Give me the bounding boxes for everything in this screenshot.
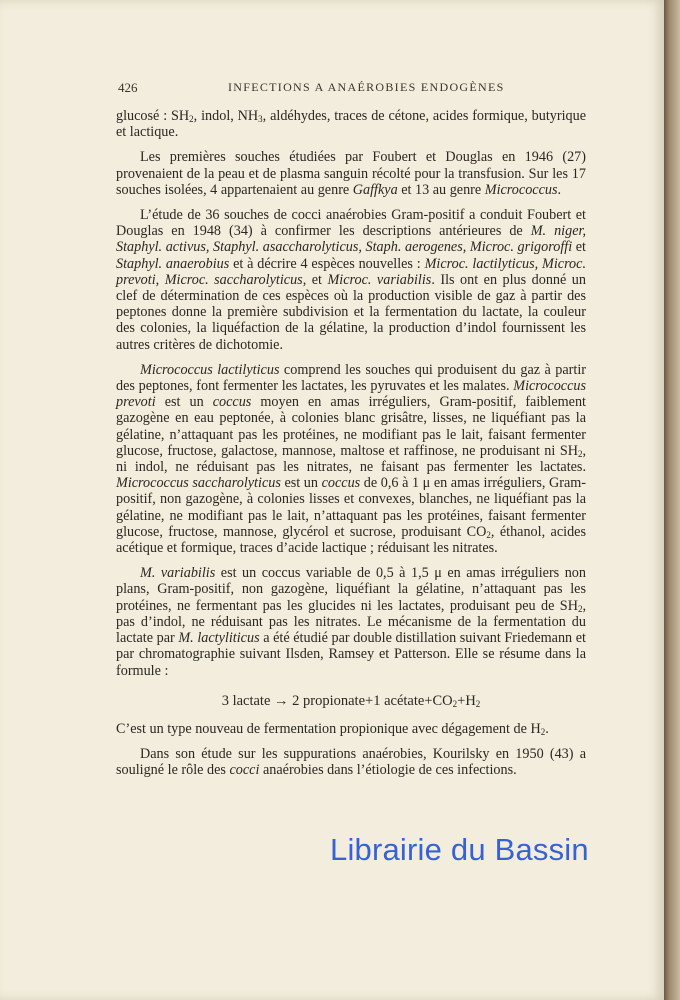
paragraph-6: C’est un type nouveau de fermentation propionique avec dégagement de $H_2$. <box>116 720 549 737</box>
paragraph-1: glucosé : $SH_2$, indol, $NH_3$, aldéhydes, traces de cétone, acides formique, butyrique et lactique. <box>116 108 587 141</box>
page-number: 426 <box>118 80 138 95</box>
body-text <box>116 108 586 788</box>
paragraph-7: Dans son étude sur les suppurations anaérobies, Kourilsky en 1950 (43) a souligné le rôle des cocci anaérobies dans l’étiologie de ces infections. <box>116 746 586 779</box>
running-head: INFECTIONS A ANAÉROBIES ENDOGÈNES <box>228 80 505 94</box>
paragraph-3: L’étude de 36 souches de cocci anaérobies Gram-positif a conduit Foubert et Douglas en 1948 (34) à confirmer les descriptions antérieures de M. niger, Staphyl. activus, Staphyl. asaccharolyticus, Staph. aerogenes, Microc. grigoroffi et Staphyl. anaerobius et à décrire 4 espèces nouvelles : Microc. lactilyticus, Microc. prevoti, Microc. saccharolyticus, et Microc. variabilis. Ils ont en plus donné un clef de détermination de ces espèces où la production visible de gaz à partir des peptones donne la première subdivision et la fermentation du lactate, la couleur des colonies, la liquéfaction de la gélatine, la production d’indol fournissent les autres critères de dichotomie. <box>116 207 586 353</box>
fermentation-formula: 3 lactate → 2 propionate+1 $acétate+CO_2+H_2$ <box>221 692 481 709</box>
watermark: Librairie du Bassin <box>330 832 589 867</box>
paragraph-2: Les premières souches étudiées par Foubert et Douglas en 1946 (27) provenaient de la peau et de plasma sanguin récolté pour la transfusion. Sur les 17 souches isolées, 4 appartenaient au genre Gaffkya et 13 au genre Micrococcus. <box>116 149 586 198</box>
paragraph-5: M. variabilis est un coccus variable de 0,5 à 1,5 μ en amas irréguliers non plans, Gram-positif, non gazogène, liquéfiant la gélatine, n’attaquant pas les protéines, ne fermentant pas les glucides ni les lactates, produisant peu de $SH_2$, pas d’indol, ne réduisant pas les nitrates. Le mécanisme de la fermentation du lactate par M. lactyliticus a été étudié par double distillation suivant Friedemann et par chromatographie suivant Ilsden, Ramsey et Patterson. Elle se résume dans la formule : <box>116 565 586 679</box>
page-header <box>118 80 588 100</box>
page-edge <box>664 0 680 1000</box>
paragraph-4: Micrococcus lactilyticus comprend les souches qui produisent du gaz à partir des peptones, font fermenter les lactates, les pyruvates et les malates. Micrococcus prevoti est un coccus moyen en amas irréguliers, Gram-positif, faiblement gazogène en eau peptonée, à colonies blanc grisâtre, lisses, ne liquéfiant pas la gélatine, n’attaquant pas les protéines, ne modifiant pas le lait, faisant fermenter glucose, fructose, galactose, mannose, maltose et raffinose, ne produisant ni $SH_2$, ni indol, ne réduisant pas les nitrates, ne faisant pas fermenter les lactates. Micrococcus saccharolyticus est un coccus de 0,6 à 1 μ en amas irréguliers, Gram-positif, non gazogène, à colonies lisses et convexes, blanches, ne liquéfiant pas la gélatine, ne modifiant pas le lait, n’attaquant pas les protéines, faisant fermenter glucose, fructose, mannose, glycérol et sucrose, produisant $CO_2$, éthanol, acides acétique et formique, traces d’acide lactique ; réduisant les nitrates. <box>116 361 587 557</box>
